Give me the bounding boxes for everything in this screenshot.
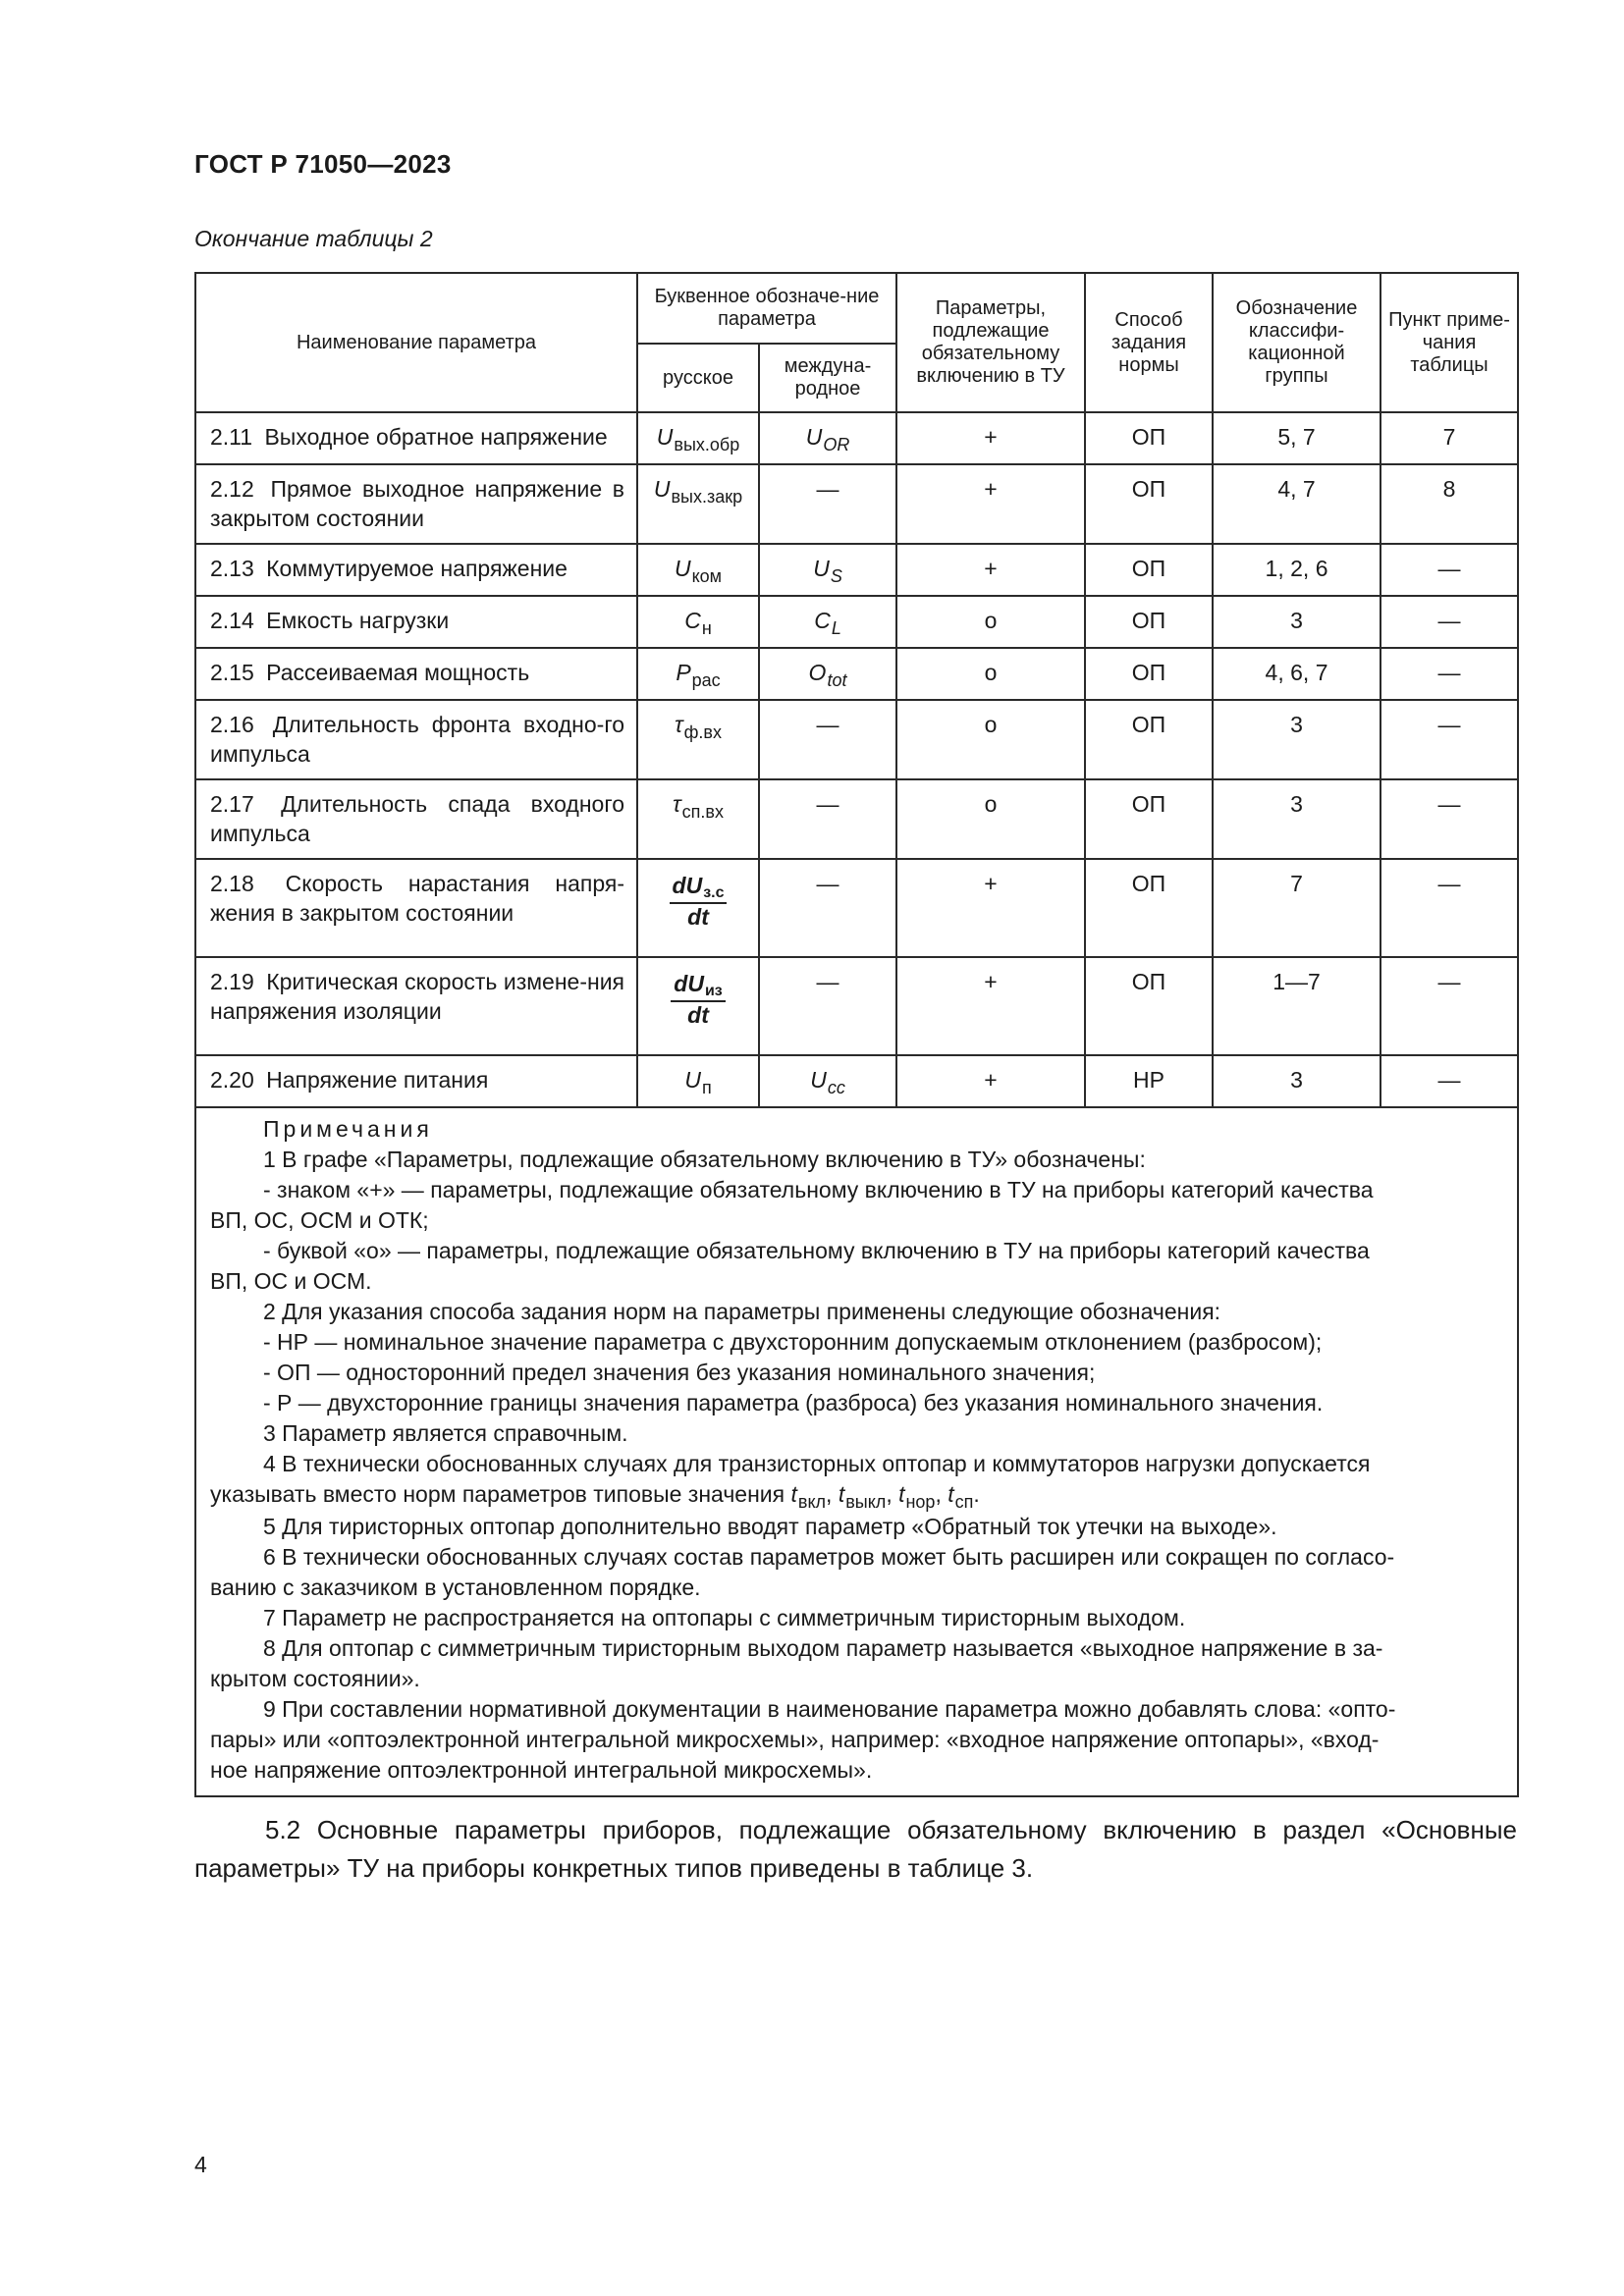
cell-russian: [637, 779, 759, 859]
row-number: 2.17: [210, 791, 254, 817]
symbol-subscript: cc: [827, 1078, 845, 1097]
parameter-name: Рассеиваемая мощность: [266, 660, 530, 685]
symbol-subscript: S: [830, 566, 842, 586]
cell-name: [195, 596, 637, 648]
note-1b: - буквой «о» — параметры, подлежащие обязательному включению в ТУ на приборы категорий качества: [263, 1238, 1370, 1263]
cell-mandatory: о: [896, 700, 1085, 779]
cell-note: —: [1380, 1055, 1518, 1107]
row-number: 2.12: [210, 476, 254, 502]
cell-mandatory: +: [896, 412, 1085, 464]
cell-method: ОП: [1085, 859, 1213, 957]
note-4-text: указывать вместо норм параметров типовые значения: [210, 1481, 785, 1507]
parameter-name: Выходное обратное напряжение: [264, 424, 608, 450]
table-row: [195, 1055, 1518, 1107]
t-sub-off: выкл: [845, 1492, 887, 1512]
cell-russian: [637, 859, 759, 957]
cell-name: [195, 1055, 637, 1107]
cell-name: [195, 464, 637, 544]
table-row: [195, 700, 1518, 779]
symbol-subscript: tot: [827, 670, 847, 690]
symbol-base: τ: [673, 791, 681, 817]
cell-international: [759, 859, 896, 957]
header-note-item: Пункт приме-чания таблицы: [1380, 273, 1518, 412]
cell-method: ОП: [1085, 779, 1213, 859]
symbol-subscript: ком: [691, 566, 723, 586]
cell-name: [195, 957, 637, 1055]
t-symbol: t: [790, 1481, 797, 1507]
note-4: 4 В технически обоснованных случаях для транзисторных оптопар и коммутаторов нагрузки допускается: [263, 1451, 1371, 1476]
cell-international: [759, 412, 896, 464]
t-sub-rise: нор: [905, 1492, 936, 1512]
note-6-cont: ванию с заказчиком в установленном порядке.: [210, 1575, 701, 1600]
table-row: [195, 859, 1518, 957]
cell-name: [195, 859, 637, 957]
cell-note: —: [1380, 859, 1518, 957]
header-mandatory: Параметры, подлежащие обязательному включению в ТУ: [896, 273, 1085, 412]
note-9-cont2: ное напряжение оптоэлектронной интегральной микросхемы».: [210, 1757, 873, 1783]
note-9-cont1: пары» или «оптоэлектронной интегральной микросхемы», например: «входное напряжение оптопары», «вход-: [210, 1727, 1380, 1752]
note-8: 8 Для оптопар с симметричным тиристорным выходом параметр называется «выходное напряжение в за-: [263, 1635, 1383, 1661]
symbol-base: C: [684, 608, 701, 633]
symbol-subscript: сп.вх: [681, 802, 724, 822]
t-symbol: t: [947, 1481, 954, 1507]
body-paragraph: 5.2 Основные параметры приборов, подлежащие обязательному включению в раздел «Основные параметры» ТУ на приборы конкретных типов приведены в таблице 3.: [194, 1815, 1517, 1883]
header-letter-designation: Буквенное обозначе-ние параметра: [637, 273, 896, 344]
cell-name: [195, 648, 637, 700]
row-number: 2.14: [210, 608, 254, 633]
row-number: 2.19: [210, 969, 254, 994]
cell-group: 1—7: [1213, 957, 1380, 1055]
symbol-base: U: [684, 1067, 701, 1093]
symbol-subscript: вых.обр: [674, 435, 740, 454]
note-2: 2 Для указания способа задания норм на параметры применены следующие обозначения:: [263, 1299, 1221, 1324]
cell-name: [195, 700, 637, 779]
cell-group: 5, 7: [1213, 412, 1380, 464]
row-number: 2.16: [210, 712, 254, 737]
row-number: 2.11: [210, 424, 253, 450]
header-russian: русское: [637, 344, 759, 412]
header-method: Способ задания нормы: [1085, 273, 1213, 412]
cell-mandatory: о: [896, 596, 1085, 648]
table-row: [195, 957, 1518, 1055]
cell-russian: [637, 957, 759, 1055]
note-1b-cont: ВП, ОС и ОСМ.: [210, 1268, 372, 1294]
dash: —: [816, 712, 839, 737]
cell-name: [195, 412, 637, 464]
derivative-fraction: [671, 971, 725, 1028]
note-3: 3 Параметр является справочным.: [263, 1420, 628, 1446]
note-7: 7 Параметр не распространяется на оптопары с симметричным тиристорным выходом.: [263, 1605, 1186, 1630]
cell-group: 3: [1213, 779, 1380, 859]
symbol-base: C: [814, 608, 831, 633]
cell-russian: [637, 1055, 759, 1107]
page-number: 4: [194, 2152, 207, 2177]
table-row: [195, 779, 1518, 859]
cell-note: —: [1380, 700, 1518, 779]
cell-russian: [637, 700, 759, 779]
header-name: Наименование параметра: [195, 273, 637, 412]
note-2b: - ОП — односторонний предел значения без указания номинального значения;: [263, 1360, 1096, 1385]
note-5: 5 Для тиристорных оптопар дополнительно вводят параметр «Обратный ток утечки на выходе».: [263, 1514, 1277, 1539]
notes-cell: [195, 1107, 1518, 1796]
cell-mandatory: +: [896, 464, 1085, 544]
note-8-cont: крытом состоянии».: [210, 1666, 420, 1691]
parameter-name: Напряжение питания: [266, 1067, 489, 1093]
dash: —: [816, 969, 839, 994]
symbol-base: O: [808, 660, 827, 685]
symbol-subscript: вых.закр: [671, 487, 743, 507]
row-number: 2.20: [210, 1067, 254, 1093]
symbol-subscript: п: [701, 1078, 712, 1097]
cell-group: 3: [1213, 596, 1380, 648]
cell-mandatory: +: [896, 1055, 1085, 1107]
note-6: 6 В технически обоснованных случаях состав параметров может быть расширен или сокращен по согласо-: [263, 1544, 1395, 1570]
fraction-numerator: dU: [672, 873, 703, 898]
cell-russian: [637, 412, 759, 464]
cell-group: 3: [1213, 700, 1380, 779]
cell-method: ОП: [1085, 412, 1213, 464]
t-sub-on: вкл: [797, 1492, 827, 1512]
cell-international: [759, 700, 896, 779]
note-9: 9 При составлении нормативной документации в наименование параметра можно добавлять слова: «опто-: [263, 1696, 1396, 1722]
cell-mandatory: о: [896, 648, 1085, 700]
cell-method: НР: [1085, 1055, 1213, 1107]
cell-group: 1, 2, 6: [1213, 544, 1380, 596]
parameter-name: Емкость нагрузки: [266, 608, 450, 633]
symbol-base: U: [813, 556, 830, 581]
cell-international: [759, 544, 896, 596]
note-4-cont: указывать вместо норм параметров типовые значения $t_{вкл}$, $t_{выкл}$, $t_{нор}$, $t_{сп}$.: [210, 1481, 980, 1512]
cell-method: ОП: [1085, 544, 1213, 596]
cell-international: [759, 779, 896, 859]
cell-international: [759, 648, 896, 700]
symbol-base: τ: [675, 712, 683, 737]
t-sub-fall: сп: [954, 1492, 974, 1512]
parameter-name: Критическая скорость измене-ния напряжения изоляции: [210, 969, 624, 1024]
cell-mandatory: о: [896, 779, 1085, 859]
table-body: [195, 412, 1518, 1107]
cell-note: 7: [1380, 412, 1518, 464]
dash: —: [816, 871, 839, 896]
table-row: [195, 648, 1518, 700]
table-row: [195, 412, 1518, 464]
parameter-name: Прямое выходное напряжение в закрытом состоянии: [210, 476, 624, 531]
dash: —: [816, 791, 839, 817]
table-caption: Окончание таблицы 2: [194, 226, 433, 251]
symbol-subscript: L: [831, 618, 841, 638]
symbol-base: P: [676, 660, 691, 685]
header-class-group: Обозначение классифи-кационной группы: [1213, 273, 1380, 412]
cell-international: [759, 464, 896, 544]
notes-title: Примечания: [263, 1116, 433, 1142]
fraction-denominator: dt: [687, 1002, 709, 1028]
cell-russian: [637, 464, 759, 544]
symbol-subscript: OR: [823, 435, 850, 454]
cell-international: [759, 1055, 896, 1107]
cell-mandatory: +: [896, 957, 1085, 1055]
note-1: 1 В графе «Параметры, подлежащие обязательному включению в ТУ» обозначены:: [263, 1147, 1146, 1172]
symbol-subscript: н: [701, 618, 712, 638]
cell-mandatory: +: [896, 544, 1085, 596]
symbol-base: U: [653, 476, 671, 502]
cell-note: 8: [1380, 464, 1518, 544]
row-number: 2.15: [210, 660, 254, 685]
note-1a: - знаком «+» — параметры, подлежащие обязательному включению в ТУ на приборы категорий качества: [263, 1177, 1374, 1202]
cell-note: —: [1380, 544, 1518, 596]
parameters-table-wrapper: [194, 272, 1517, 1797]
cell-group: 7: [1213, 859, 1380, 957]
cell-method: ОП: [1085, 957, 1213, 1055]
fraction-denominator: dt: [687, 904, 709, 930]
cell-name: [195, 544, 637, 596]
note-2a: - НР — номинальное значение параметра с двухсторонним допускаемым отклонением (разбросом);: [263, 1329, 1323, 1355]
parameter-name: Скорость нарастания напря-жения в закрытом состоянии: [210, 871, 624, 926]
cell-mandatory: +: [896, 859, 1085, 957]
table-row: [195, 544, 1518, 596]
t-symbol: t: [838, 1481, 845, 1507]
cell-name: [195, 779, 637, 859]
cell-group: 4, 7: [1213, 464, 1380, 544]
cell-note: —: [1380, 779, 1518, 859]
cell-method: ОП: [1085, 464, 1213, 544]
dash: —: [816, 476, 839, 502]
parameter-name: Коммутируемое напряжение: [266, 556, 568, 581]
t-symbol: t: [898, 1481, 905, 1507]
fraction-subscript: з.с: [703, 884, 725, 901]
parameters-table: [194, 272, 1519, 1797]
cell-international: [759, 957, 896, 1055]
row-number: 2.18: [210, 871, 254, 896]
cell-russian: [637, 648, 759, 700]
parameter-name: Длительность спада входного импульса: [210, 791, 625, 846]
row-number: 2.13: [210, 556, 254, 581]
cell-group: 3: [1213, 1055, 1380, 1107]
cell-note: —: [1380, 957, 1518, 1055]
note-1a-cont: ВП, ОС, ОСМ и ОТК;: [210, 1207, 429, 1233]
cell-method: ОП: [1085, 700, 1213, 779]
symbol-base: U: [805, 424, 823, 450]
symbol-subscript: ф.вх: [683, 722, 722, 742]
cell-international: [759, 596, 896, 648]
table-row: [195, 596, 1518, 648]
table-row: [195, 464, 1518, 544]
cell-method: ОП: [1085, 648, 1213, 700]
fraction-subscript: из: [704, 983, 723, 999]
cell-note: —: [1380, 648, 1518, 700]
note-2c: - Р — двухсторонние границы значения параметра (разброса) без указания номинального значения.: [263, 1390, 1324, 1415]
header-international: междуна-родное: [759, 344, 896, 412]
cell-russian: [637, 596, 759, 648]
cell-russian: [637, 544, 759, 596]
parameter-name: Длительность фронта входно-го импульса: [210, 712, 624, 767]
symbol-base: U: [656, 424, 674, 450]
symbol-base: U: [810, 1067, 827, 1093]
document-header: ГОСТ Р 71050—2023: [194, 149, 452, 179]
symbol-subscript: рас: [691, 670, 721, 690]
derivative-fraction: [670, 873, 728, 930]
cell-group: 4, 6, 7: [1213, 648, 1380, 700]
fraction-numerator: dU: [674, 971, 704, 996]
cell-method: ОП: [1085, 596, 1213, 648]
cell-note: —: [1380, 596, 1518, 648]
symbol-base: U: [674, 556, 691, 581]
